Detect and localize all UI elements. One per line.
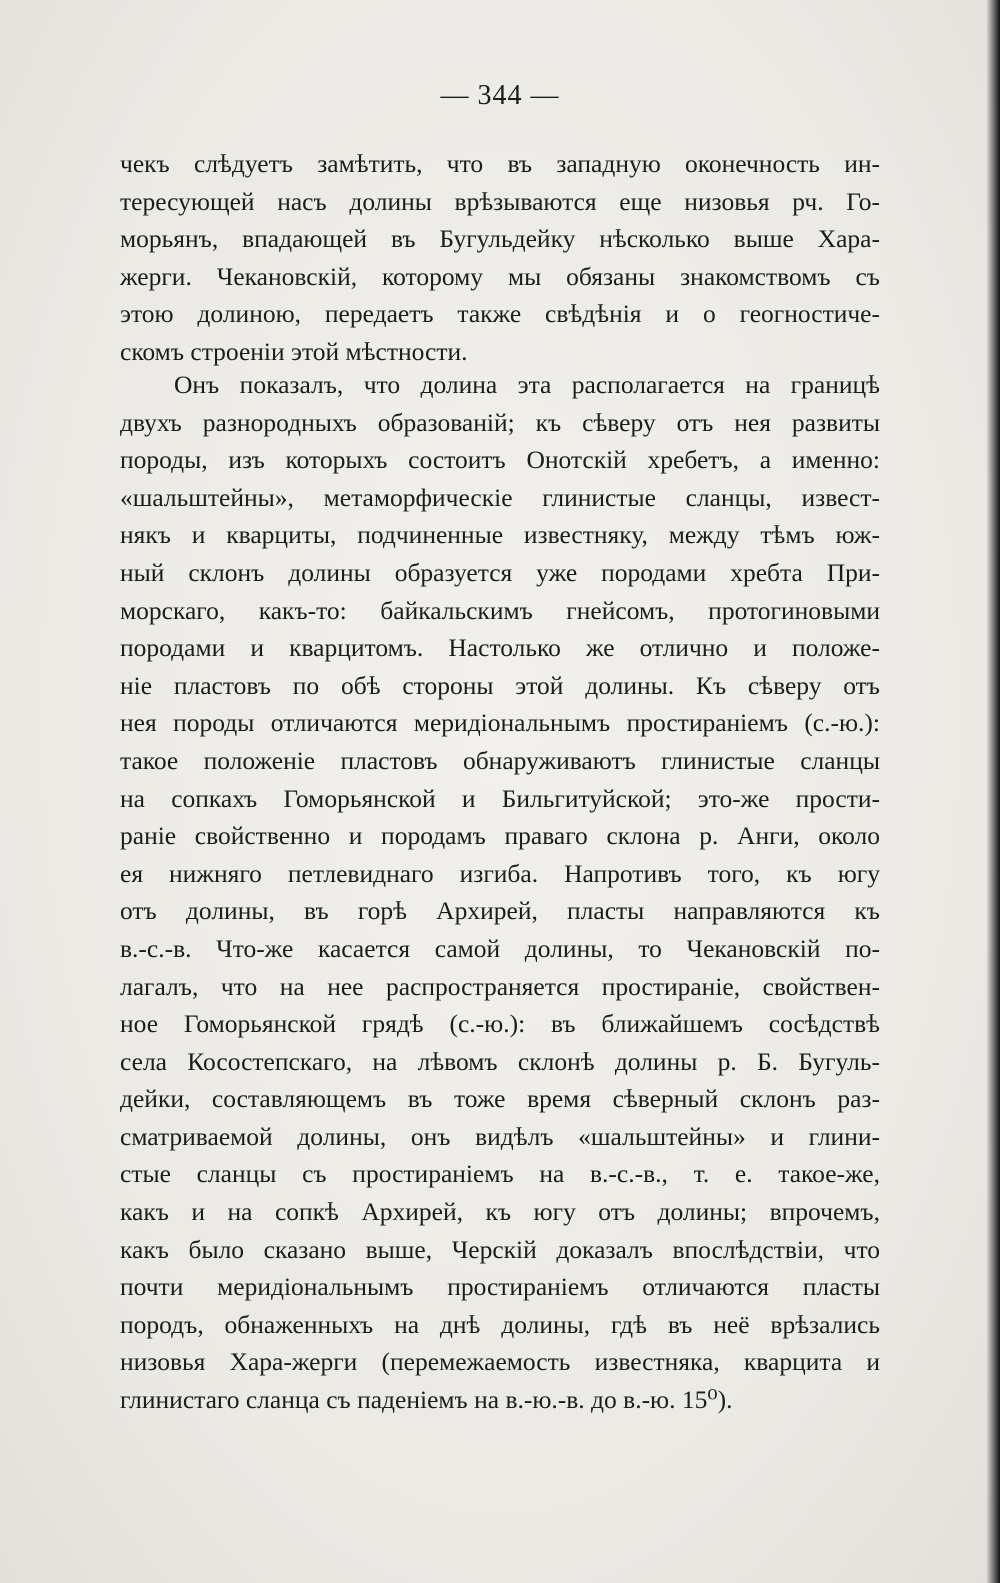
text-line: сматриваемой долины, онъ видѣлъ «шальштейны» и глини- <box>120 1121 880 1151</box>
paragraph-2 <box>120 366 880 1419</box>
text-line: Онъ показалъ, что долина эта располагается на границѣ <box>174 370 880 399</box>
page-edge-shadow <box>986 0 1000 1583</box>
text-line: раніе свойственно и породамъ праваго склона р. Анги, около <box>120 821 880 851</box>
text-line: ніе пластовъ по обѣ стороны этой долины. Къ сѣверу отъ <box>120 670 880 700</box>
text-line: какъ было сказано выше, Черскій доказалъ впослѣдствіи, что <box>120 1234 880 1264</box>
text-line: тересующей насъ долины врѣзываются еще низовья рч. Го- <box>120 186 880 216</box>
text-line: морскаго, какъ-то: байкальскимъ гнейсомъ, протогиновыми <box>120 595 880 625</box>
text-line: нея породы отличаются меридіональнымъ простираніемъ (с.-ю.): <box>120 708 880 738</box>
text-line: чекъ слѣдуетъ замѣтить, что въ западную оконечность ин- <box>120 149 880 178</box>
text-line: лагалъ, что на нее распространяется простираніе, свойствен- <box>120 971 880 1001</box>
text-line: скомъ строеніи этой мѣстности. <box>120 336 468 366</box>
text-line: такое положеніе пластовъ обнаруживаютъ глинистые сланцы <box>120 745 880 775</box>
text-line: ный склонъ долины образуется уже породами хребта При- <box>120 557 880 587</box>
text-line: низовья Хара-жерги (перемежаемость известняка, кварцита и <box>120 1347 880 1377</box>
text-line: «шальштейны», метаморфическіе глинистые сланцы, извест- <box>120 482 880 512</box>
text-line: жерги. Чекановскій, которому мы обязаны знакомствомъ съ <box>120 261 880 291</box>
text-line: породами и кварцитомъ. Настолько же отлично и положе- <box>120 633 880 663</box>
text-line: дейки, составляющемъ въ тоже время сѣверный склонъ раз- <box>120 1084 880 1114</box>
paragraph-1 <box>120 145 880 371</box>
text-line: этою долиною, передаетъ также свѣдѣнія и о геогностиче- <box>120 299 880 329</box>
text-line: почти меридіональнымъ простираніемъ отличаются пласты <box>120 1272 880 1302</box>
text-line: отъ долины, въ горѣ Архирей, пласты направляются къ <box>120 896 880 926</box>
text-line: глинистаго сланца съ паденіемъ на в.-ю.-в. до в.-ю. 15⁰). <box>120 1385 733 1415</box>
page-number: — 344 — <box>440 80 560 111</box>
text-line: породъ, обнаженныхъ на днѣ долины, гдѣ въ неё врѣзались <box>120 1309 880 1339</box>
text-line: какъ и на сопкѣ Архирей, къ югу отъ долины; впрочемъ, <box>120 1197 880 1227</box>
text-line: ное Гоморьянской грядѣ (с.-ю.): въ ближайшемъ сосѣдствѣ <box>120 1009 880 1039</box>
text-line: ея нижняго петлевиднаго изгиба. Напротивъ того, къ югу <box>120 858 880 888</box>
text-line: двухъ разнородныхъ образованій; къ сѣверу отъ нея развиты <box>120 407 880 437</box>
text-line: в.-с.-в. Что-же касается самой долины, то Чекановскій по- <box>120 933 880 963</box>
text-line: породы, изъ которыхъ состоитъ Онотскій хребетъ, а именно: <box>120 445 880 475</box>
text-line: стые сланцы съ простираніемъ на в.-с.-в., т. е. такое-же, <box>120 1159 880 1189</box>
text-line: някъ и кварциты, подчиненные известняку, между тѣмъ юж- <box>120 520 880 550</box>
text-line: на сопкахъ Гоморьянской и Бильгитуйской; это-же прости- <box>120 783 880 813</box>
text-line: морьянъ, впадающей въ Бугульдейку нѣсколько выше Хара- <box>120 224 880 254</box>
text-line: села Косостепскаго, на лѣвомъ склонѣ долины р. Б. Бугуль- <box>120 1046 880 1076</box>
